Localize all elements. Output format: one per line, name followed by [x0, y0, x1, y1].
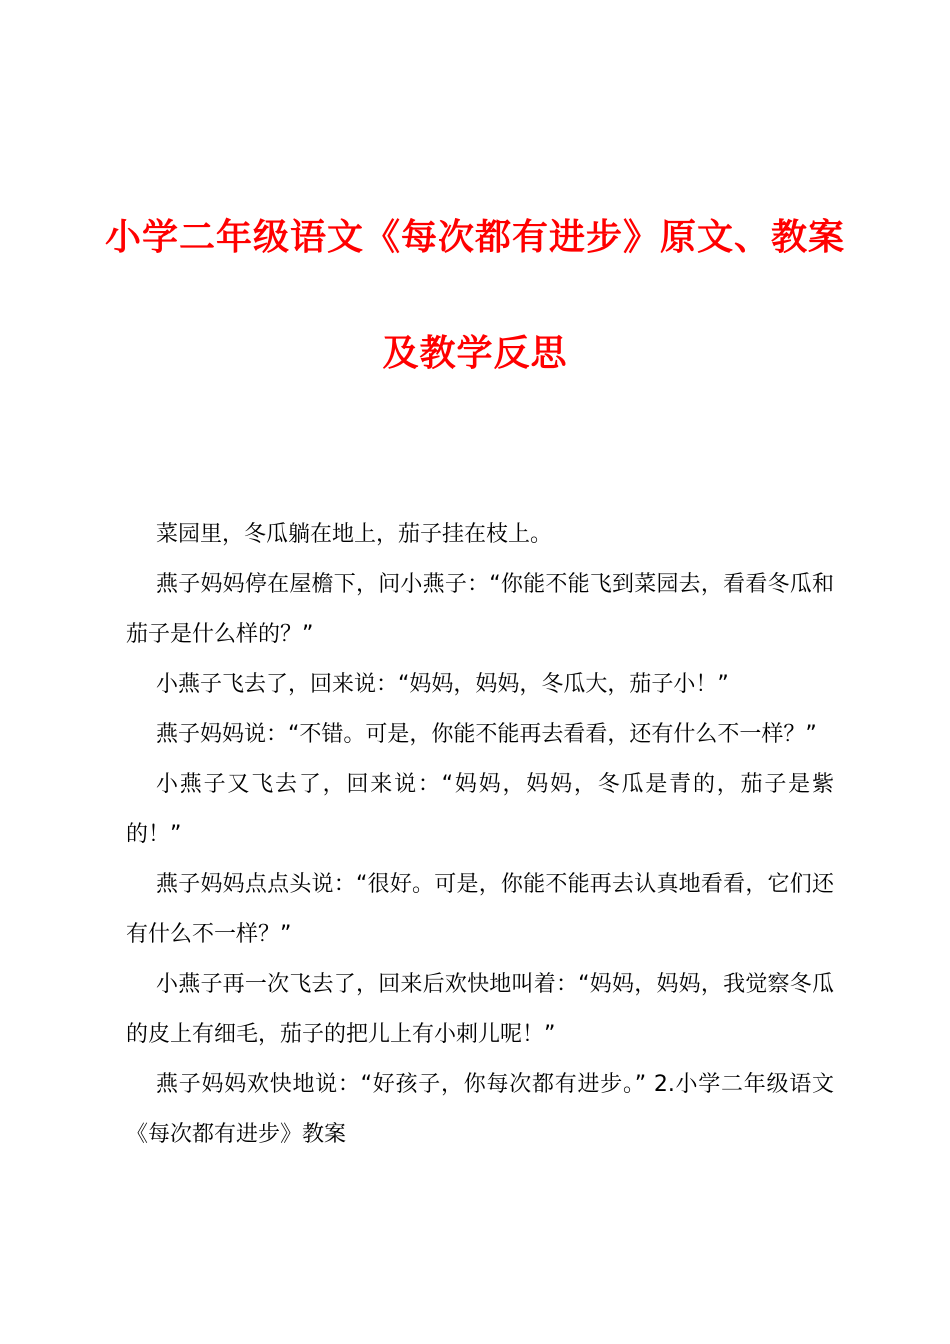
paragraph: 燕子妈妈停在屋檐下，问小燕子：“你能不能飞到菜园去，看看冬瓜和茄子是什么样的？”: [126, 572, 834, 647]
paragraph: 小燕子又飞去了，回来说：“妈妈，妈妈，冬瓜是青的，茄子是紫的！”: [126, 772, 834, 847]
paragraph: 燕子妈妈点点头说：“很好。可是，你能不能再去认真地看看，它们还有什么不一样？”: [126, 872, 834, 947]
document-body: [126, 510, 834, 1160]
paragraph: 燕子妈妈欢快地说：“好孩子，你每次都有进步。” 2.小学二年级语文《每次都有进步》教案: [126, 1072, 834, 1147]
document-title-line-1: 小学二年级语文《每次都有进步》原文、教案: [104, 216, 845, 258]
paragraph: 小燕子飞去了，回来说：“妈妈，妈妈，冬瓜大，茄子小！”: [156, 672, 729, 697]
paragraph: 燕子妈妈说：“不错。可是，你能不能再去看看，还有什么不一样？”: [156, 722, 817, 747]
paragraph: 小燕子再一次飞去了，回来后欢快地叫着：“妈妈，妈妈，我觉察冬瓜的皮上有细毛，茄子的把儿上有小刺儿呢！”: [126, 972, 834, 1047]
document-title-line-2: 及教学反思: [382, 332, 568, 374]
paragraph: 菜园里，冬瓜躺在地上，茄子挂在枝上。: [156, 522, 553, 547]
